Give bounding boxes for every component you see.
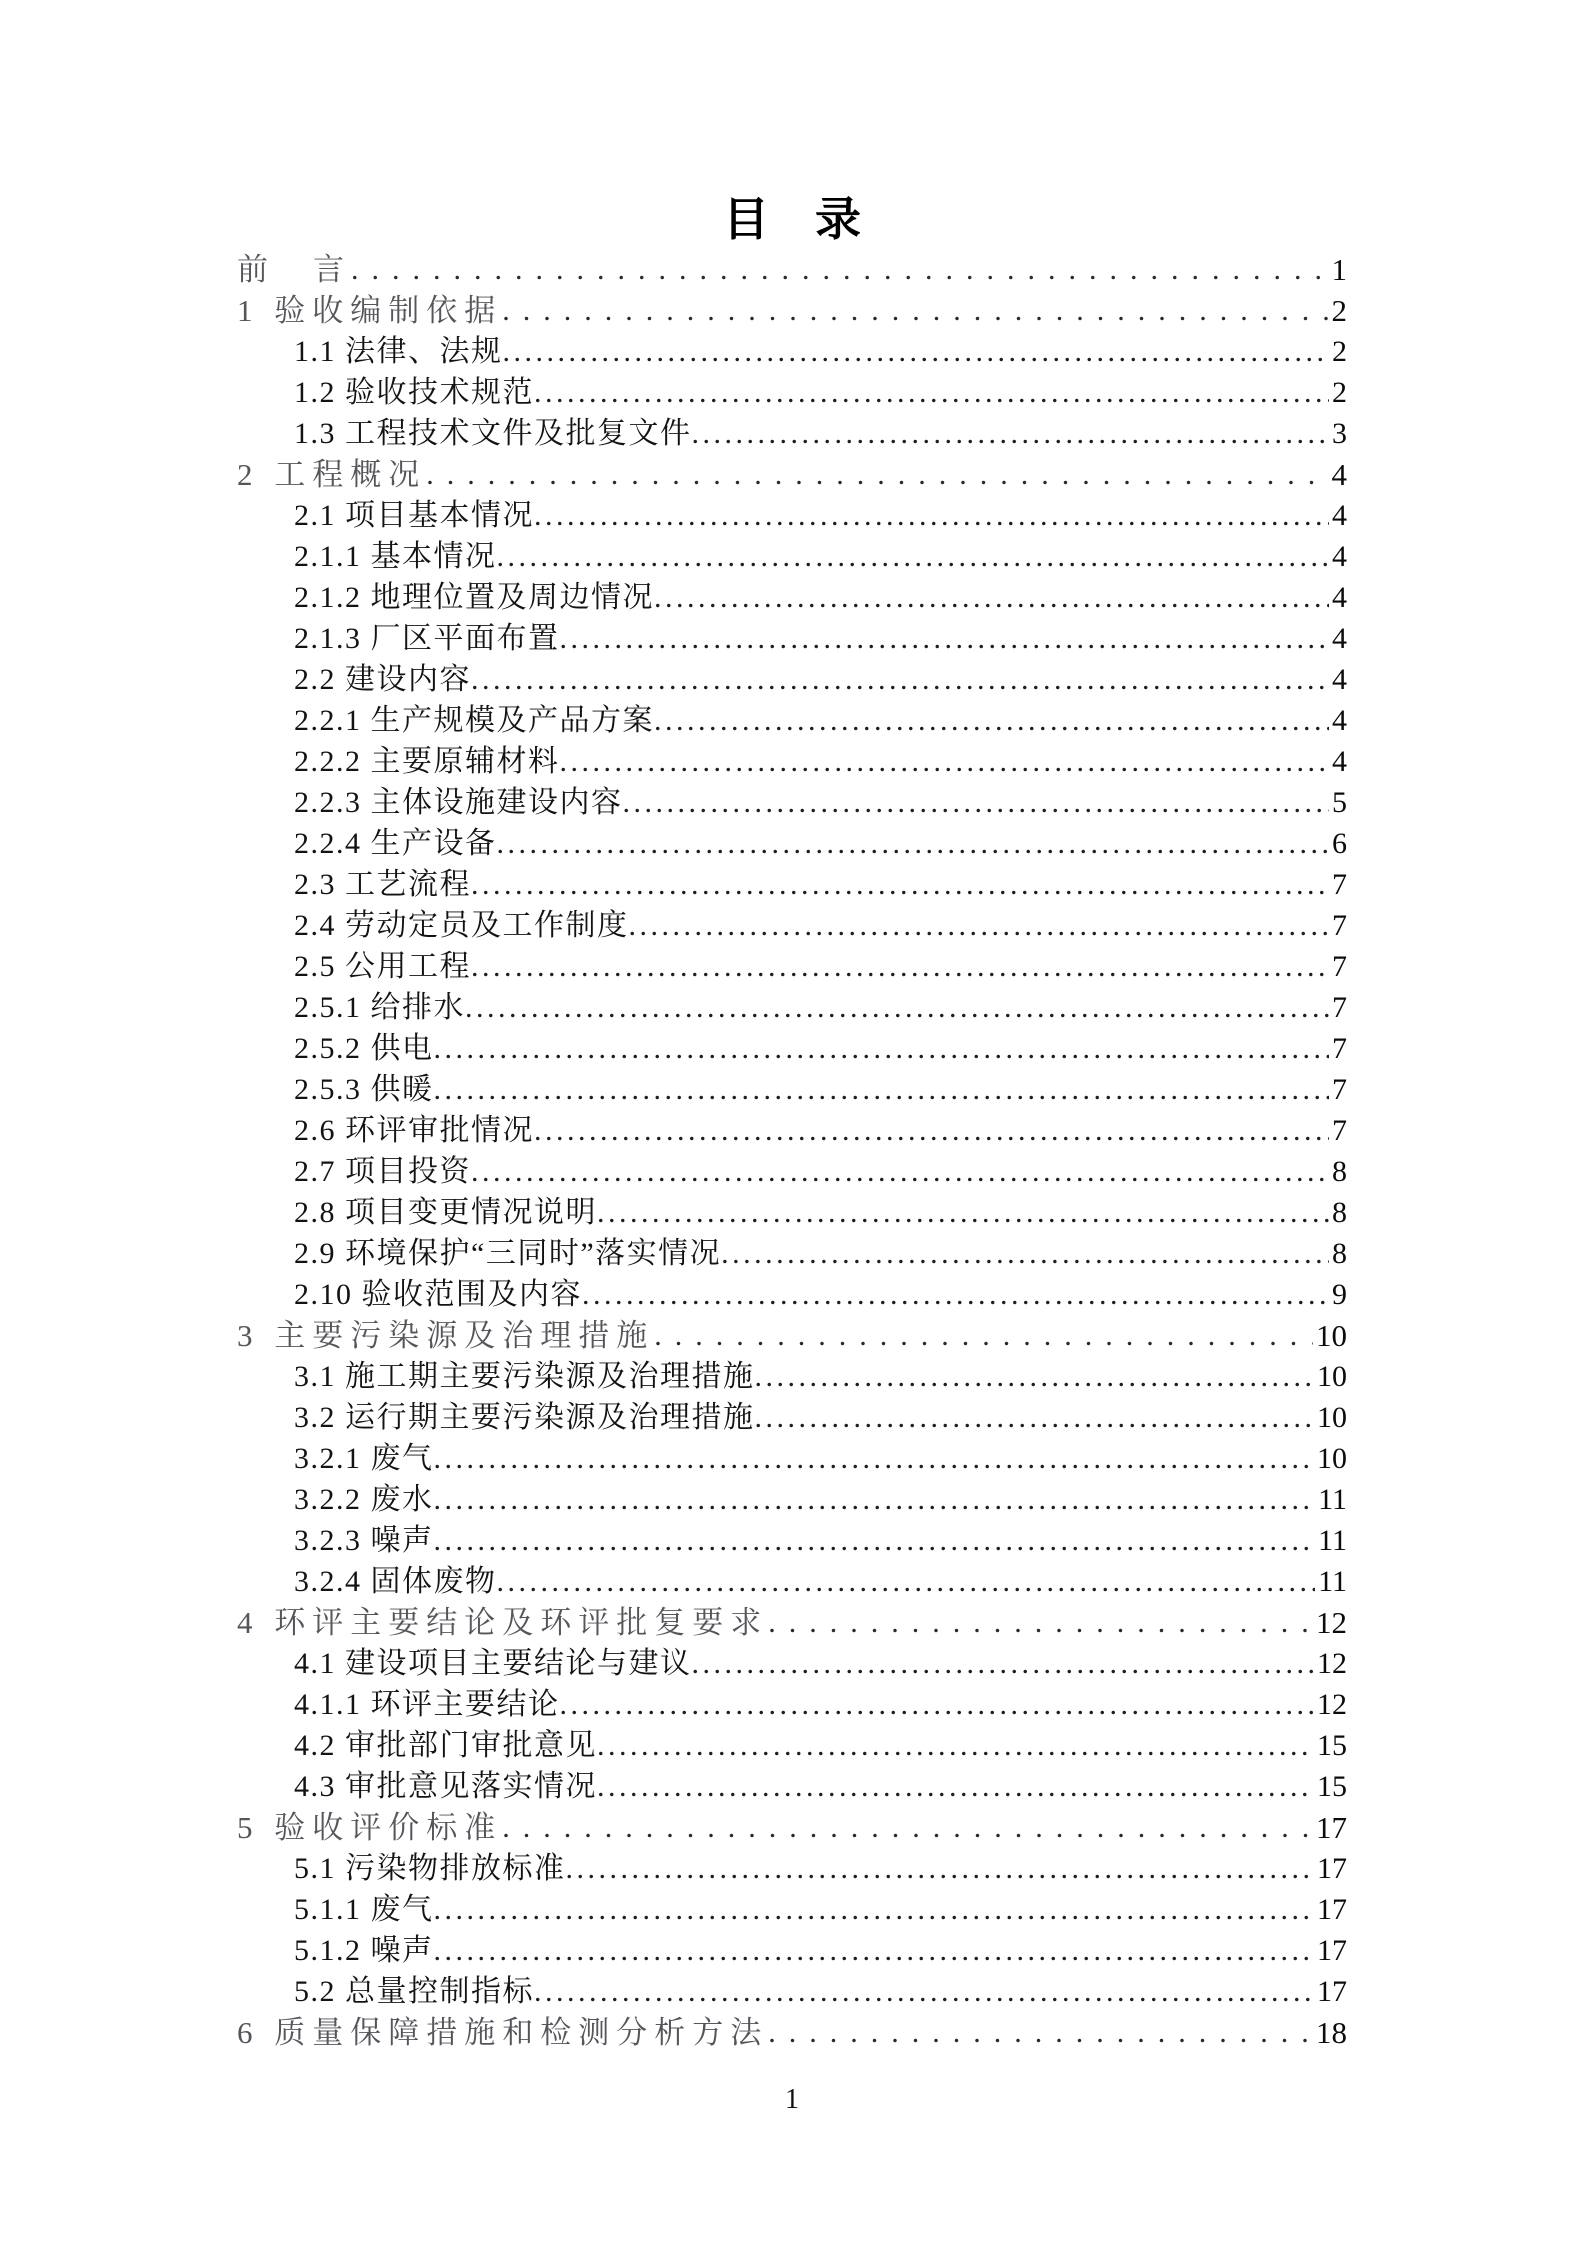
toc-entry [237,1971,1347,2012]
toc-entry-label: 2.5.1 给排水 [294,991,465,1024]
toc-entry [237,454,1347,495]
toc-entry-label: 4 环评主要结论及环评批复要求 [237,1605,769,1640]
toc-entry-label: 2.2.1 生产规模及产品方案 [294,704,654,737]
dot-leader [654,700,1329,741]
toc-entry-label: 1.1 法律、法规 [294,335,503,368]
toc-entry-label: 2.5.2 供电 [294,1032,434,1065]
toc-entry-page: 7 [1332,950,1347,983]
dot-leader [502,1807,1313,1848]
toc-entry-page: 4 [1332,663,1347,696]
toc-entry-page: 8 [1332,1237,1347,1270]
toc-entry-label: 2.2.4 生产设备 [294,827,497,860]
toc-entry-page: 10 [1317,1360,1347,1393]
toc-entry-label: 前 言 [237,252,351,287]
toc-entry [237,946,1347,987]
dot-leader [623,782,1330,823]
toc-entry-label: 2.2.2 主要原辅材料 [294,745,560,778]
toc-entry [237,987,1347,1028]
dot-leader [497,823,1330,864]
toc-entry-page: 4 [1332,704,1347,737]
toc-entry-page: 15 [1317,1729,1347,1762]
dot-leader [351,249,1329,290]
toc-entry-page: 11 [1318,1524,1347,1557]
toc-entry-label: 2 工程概况 [237,457,427,492]
toc-entry-page: 17 [1317,1893,1347,1926]
toc-entry-page: 8 [1332,1196,1347,1229]
toc-entry-label: 5.1 污染物排放标准 [294,1852,566,1885]
toc-entry-label: 1.2 验收技术规范 [294,376,534,409]
toc-entry-label: 2.1.2 地理位置及周边情况 [294,581,654,614]
dot-leader [692,1643,1315,1684]
toc-entry [237,413,1347,454]
toc-entry [237,741,1347,782]
toc-entry-label: 2.9 环境保护“三同时”落实情况 [294,1237,722,1270]
toc-entry-label: 1.3 工程技术文件及批复文件 [294,417,692,450]
toc-entry [237,1110,1347,1151]
dot-leader [434,1930,1315,1971]
toc-entry-page: 17 [1316,1810,1347,1845]
toc-entry-label: 3.2.2 废水 [294,1483,434,1516]
toc-entry-page: 18 [1316,2015,1347,2050]
dot-leader [560,618,1330,659]
dot-leader [566,1848,1315,1889]
dot-leader [629,905,1330,946]
toc-entry-page: 6 [1332,827,1347,860]
dot-leader [721,1233,1329,1274]
toc-entry [237,372,1347,413]
toc-entry-page: 17 [1317,1852,1347,1885]
toc-entry-label: 5.2 总量控制指标 [294,1975,534,2008]
dot-leader [434,1479,1316,1520]
toc-entry-label: 2.1.1 基本情况 [294,540,497,573]
dot-leader [434,1028,1330,1069]
toc-entry-label: 2.5.3 供暖 [294,1073,434,1106]
dot-leader [434,1069,1330,1110]
toc-entry-label: 2.2.3 主体设施建设内容 [294,786,623,819]
dot-leader [597,1766,1314,1807]
toc-entry [237,1028,1347,1069]
toc-entry [237,1807,1347,1848]
dot-leader [534,372,1329,413]
toc-entry [237,1233,1347,1274]
dot-leader [497,1561,1316,1602]
toc-entry [237,2012,1347,2053]
dot-leader [654,1315,1313,1356]
dot-leader [471,864,1329,905]
toc-entry-page: 2 [1331,293,1347,328]
toc-entry-page: 4 [1331,457,1347,492]
toc-entry [237,1192,1347,1233]
toc-entry [237,905,1347,946]
dot-leader [534,1971,1314,2012]
dot-leader [560,741,1330,782]
toc-entry-label: 1 验收编制依据 [237,293,503,328]
toc-entry [237,1602,1347,1643]
toc-entry-label: 3.2.3 噪声 [294,1524,434,1557]
dot-leader [434,1438,1315,1479]
toc-entry-page: 10 [1317,1442,1347,1475]
toc-entry [237,1930,1347,1971]
toc-entry [237,1479,1347,1520]
toc-entry-label: 5.1.2 噪声 [294,1934,434,1967]
toc-entry [237,659,1347,700]
toc-entry-label: 5.1.1 废气 [294,1893,434,1926]
toc-entry-page: 2 [1332,376,1347,409]
dot-leader [502,290,1328,331]
toc-entry-label: 4.1 建设项目主要结论与建议 [294,1647,692,1680]
dot-leader [426,454,1328,495]
dot-leader [434,1889,1315,1930]
toc-entry-page: 12 [1316,1605,1347,1640]
toc-entry-label: 2.1 项目基本情况 [294,499,534,532]
toc-entry [237,1684,1347,1725]
toc-entry [237,1151,1347,1192]
toc-entry-page: 1 [1331,252,1347,287]
toc-list [237,249,1347,2053]
toc-entry [237,249,1347,290]
dot-leader [582,1274,1329,1315]
toc-entry [237,1848,1347,1889]
toc-entry-page: 10 [1316,1318,1347,1353]
dot-leader [560,1684,1315,1725]
toc-entry-page: 9 [1332,1278,1347,1311]
toc-entry-label: 5 验收评价标准 [237,1810,503,1845]
toc-entry [237,1315,1347,1356]
toc-entry-label: 2.10 验收范围及内容 [294,1278,582,1311]
dot-leader [597,1725,1314,1766]
dot-leader [434,1520,1316,1561]
toc-entry-label: 3.1 施工期主要污染源及治理措施 [294,1360,755,1393]
toc-entry-page: 11 [1318,1565,1347,1598]
dot-leader [471,946,1329,987]
dot-leader [755,1356,1315,1397]
toc-entry-page: 4 [1332,540,1347,573]
toc-entry [237,1643,1347,1684]
toc-entry-page: 11 [1318,1483,1347,1516]
toc-entry-page: 15 [1317,1770,1347,1803]
dot-leader [534,1110,1329,1151]
toc-entry-page: 2 [1332,335,1347,368]
dot-leader [768,1602,1313,1643]
toc-entry [237,1561,1347,1602]
toc-entry-page: 7 [1332,1032,1347,1065]
toc-entry [237,331,1347,372]
toc-entry [237,1274,1347,1315]
toc-entry-page: 3 [1332,417,1347,450]
dot-leader [471,659,1329,700]
toc-entry-label: 2.1.3 厂区平面布置 [294,622,560,655]
toc-entry-label: 2.4 劳动定员及工作制度 [294,909,629,942]
toc-entry-page: 12 [1317,1647,1347,1680]
toc-entry [237,1397,1347,1438]
toc-entry-page: 12 [1317,1688,1347,1721]
dot-leader [755,1397,1315,1438]
toc-entry [237,1520,1347,1561]
toc-entry [237,618,1347,659]
toc-entry-page: 5 [1332,786,1347,819]
toc-entry [237,1889,1347,1930]
toc-entry [237,290,1347,331]
toc-entry-page: 7 [1332,868,1347,901]
dot-leader [654,577,1329,618]
dot-leader [597,1192,1329,1233]
dot-leader [465,987,1329,1028]
toc-entry-label: 4.1.1 环评主要结论 [294,1688,560,1721]
dot-leader [503,331,1330,372]
toc-entry-label: 4.3 审批意见落实情况 [294,1770,597,1803]
toc-entry-page: 17 [1317,1975,1347,2008]
toc-entry-label: 2.8 项目变更情况说明 [294,1196,597,1229]
toc-entry [237,536,1347,577]
toc-entry [237,864,1347,905]
toc-entry-page: 4 [1332,581,1347,614]
toc-entry-label: 4.2 审批部门审批意见 [294,1729,597,1762]
toc-entry-page: 4 [1332,745,1347,778]
toc-entry-label: 2.7 项目投资 [294,1155,471,1188]
toc-entry-page: 7 [1332,1114,1347,1147]
toc-entry [237,1069,1347,1110]
toc-entry-page: 7 [1332,991,1347,1024]
toc-entry [237,1356,1347,1397]
toc-entry-page: 7 [1332,1073,1347,1106]
toc-entry-label: 3.2.1 废气 [294,1442,434,1475]
toc-entry-label: 2.5 公用工程 [294,950,471,983]
dot-leader [497,536,1330,577]
dot-leader [692,413,1330,454]
toc-entry [237,577,1347,618]
dot-leader [534,495,1329,536]
footer-page-number: 1 [785,2084,799,2115]
toc-entry-page: 10 [1317,1401,1347,1434]
toc-entry [237,700,1347,741]
toc-entry-label: 6 质量保障措施和检测分析方法 [237,2015,769,2050]
page-title: 目 录 [723,194,861,245]
dot-leader [768,2012,1313,2053]
toc-entry-page: 4 [1332,499,1347,532]
toc-entry [237,495,1347,536]
toc-entry-page: 8 [1332,1155,1347,1188]
toc-entry [237,782,1347,823]
toc-entry [237,1438,1347,1479]
toc-entry [237,1766,1347,1807]
dot-leader [471,1151,1329,1192]
toc-entry-page: 17 [1317,1934,1347,1967]
toc-entry-label: 3.2 运行期主要污染源及治理措施 [294,1401,755,1434]
toc-entry-label: 2.2 建设内容 [294,663,471,696]
toc-entry [237,1725,1347,1766]
toc-entry-label: 3.2.4 固体废物 [294,1565,497,1598]
toc-entry [237,823,1347,864]
toc-entry-label: 2.6 环评审批情况 [294,1114,534,1147]
toc-entry-label: 3 主要污染源及治理措施 [237,1318,655,1353]
toc-entry-page: 7 [1332,909,1347,942]
toc-entry-label: 2.3 工艺流程 [294,868,471,901]
toc-entry-page: 4 [1332,622,1347,655]
